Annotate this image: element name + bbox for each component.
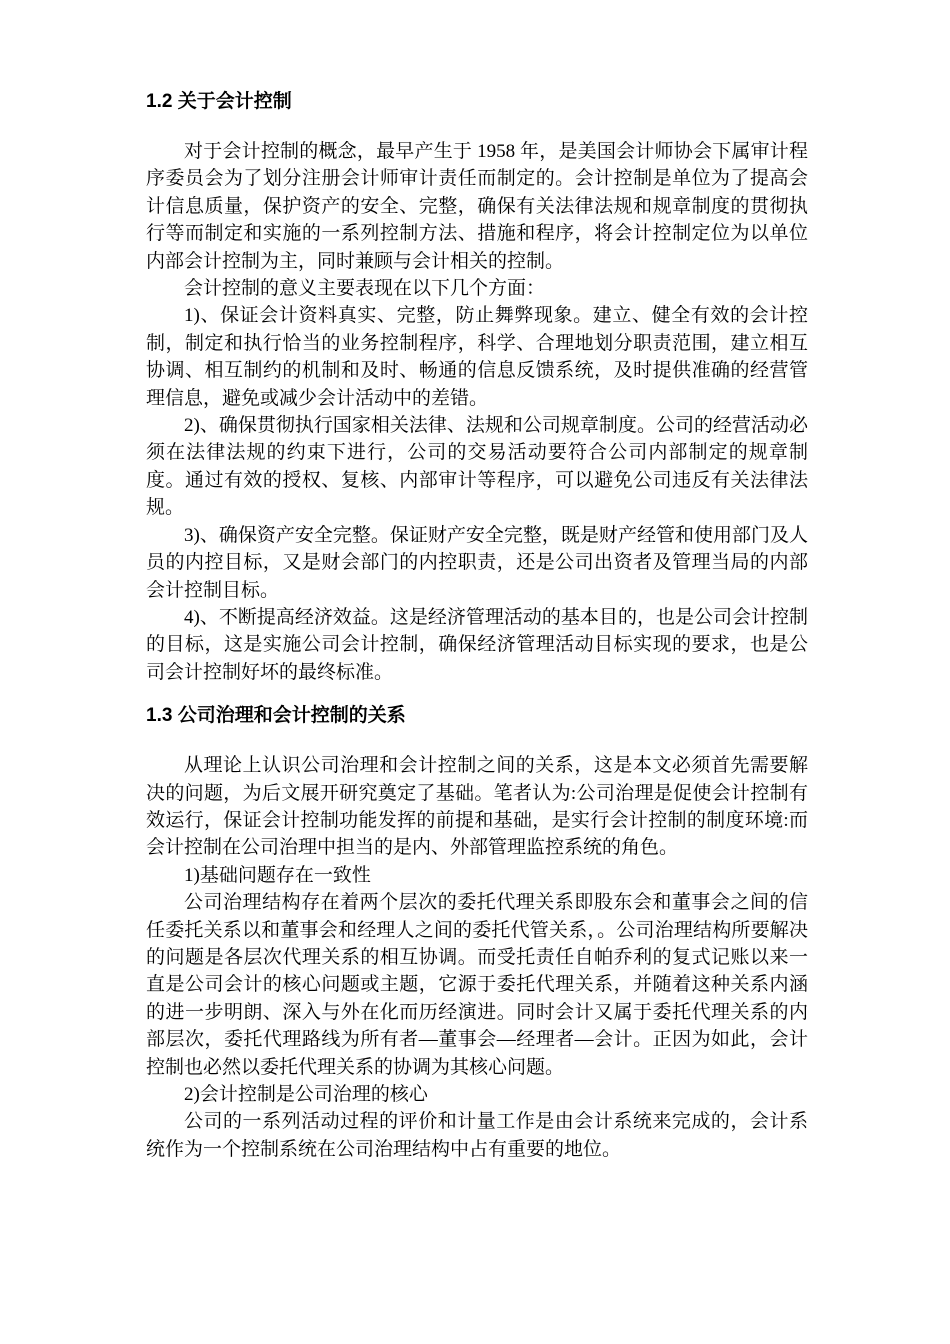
section-heading-1-3: 1.3 公司治理和会计控制的关系 [146, 705, 406, 727]
paragraph: 4)、不断提高经济效益。这是经济管理活动的基本目的，也是公司会计控制的目标，这是实施公司会计控制，确保经济管理活动目标实现的要求，也是公司会计控制好坏的最终标准。 [146, 606, 808, 683]
subheading-paragraph: 1)基础问题存在一致性 [184, 864, 371, 886]
paragraph: 从理论上认识公司治理和会计控制之间的关系，这是本文必须首先需要解决的问题，为后文展开研究奠定了基础。笔者认为:公司治理是促使会计控制有效运行，保证会计控制功能发挥的前提和基础，是实行会计控制的制度环境:而会计控制在公司治理中担当的是内、外部管理监控系统的角色。 [146, 755, 808, 859]
document-body [146, 86, 808, 1163]
paragraph: 1)、保证会计资料真实、完整，防止舞弊现象。建立、健全有效的会计控制，制定和执行恰当的业务控制程序，科学、合理地划分职责范围，建立相互协调、相互制约的机制和及时、畅通的信息反馈系统，及时提供准确的经营管理信息，避免或减少会计活动中的差错。 [146, 305, 808, 409]
paragraph: 公司的一系列活动过程的评价和计量工作是由会计系统来完成的，会计系统作为一个控制系统在公司治理结构中占有重要的地位。 [146, 1111, 808, 1160]
paragraph: 3)、确保资产安全完整。保证财产安全完整，既是财产经管和使用部门及人员的内控目标，又是财会部门的内控职责，还是公司出资者及管理当局的内部会计控制目标。 [146, 524, 808, 601]
paragraph: 会计控制的意义主要表现在以下几个方面： [184, 278, 546, 300]
subheading-paragraph: 2)会计控制是公司治理的核心 [184, 1084, 428, 1105]
paragraph: 2)、确保贯彻执行国家相关法律、法规和公司规章制度。公司的经营活动必须在法律法规的约束下进行，公司的交易活动要符合公司内部制定的规章制度。通过有效的授权、复核、内部审计等程序，可以避免公司违反有关法律法规。 [146, 415, 808, 519]
paragraph: 公司治理结构存在着两个层次的委托代理关系即股东会和董事会之间的信任委托关系以和董事会和经理人之间的委托代管关系，。公司治理结构所要解决的问题是各层次代理关系的相互协调。而受托责任自帕乔利的复式记账以来一直是公司会计的核心问题或主题，它源于委托代理关系，并随着这种关系内涵的进一步明朗、深入与外在化而历经演进。同时会计又属于委托代理关系的内部层次，委托代理路线为所有者—董事会—经理者—会计。正因为如此，会计控制也必然以委托代理关系的协调为其核心问题。 [146, 892, 808, 1078]
paragraph: 对于会计控制的概念，最早产生于 1958 年，是美国会计师协会下属审计程序委员会为了划分注册会计师审计责任而制定的。会计控制是单位为了提高会计信息质量，保护资产的安全、完整，确保有关法律法规和规章制度的贯彻执行等而制定和实施的一系列控制方法、措施和程序，将会计控制定位为以单位内部会计控制为主，同时兼顾与会计相关的控制。 [146, 141, 808, 272]
section-heading-1-2: 1.2 关于会计控制 [146, 91, 292, 112]
